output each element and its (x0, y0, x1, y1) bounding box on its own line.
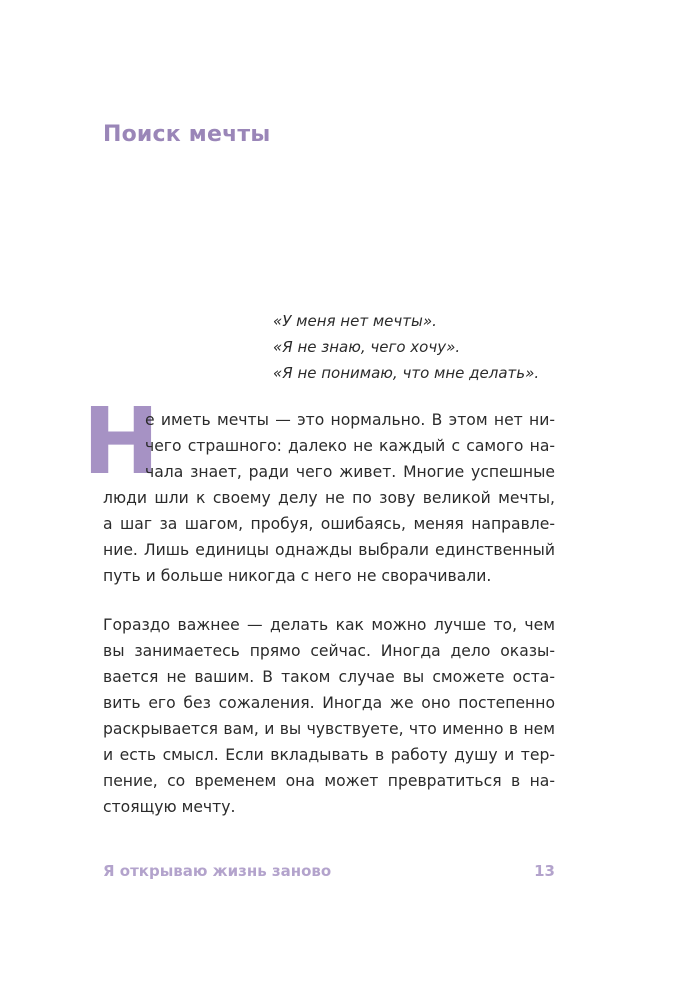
paragraph-1 (82, 388, 555, 589)
text-line: стоящую мечту. (103, 798, 236, 816)
text-line: а шаг за шагом, пробуя, ошибаясь, меняя направле- (103, 515, 555, 533)
text-line: пение, со временем она может превратиться в на- (103, 772, 555, 790)
text-line: люди шли к своему делу не по зову великой мечты, (103, 489, 555, 507)
paragraph-2 (103, 612, 555, 820)
text-line: чего страшного: далеко не каждый с самого на- (145, 437, 555, 455)
text-line: чала знает, ради чего живет. Многие успешные (145, 463, 555, 481)
text-line: путь и больше никогда с него не сворачивали. (103, 567, 492, 585)
page-number: 13 (534, 862, 555, 880)
text-line: Гораздо важнее — делать как можно лучше то, чем (103, 616, 555, 634)
epigraph (273, 308, 539, 386)
text-line: вается не вашим. В таком случае вы сможете оста- (103, 668, 555, 686)
text-line: е иметь мечты — это нормально. В этом нет ни- (145, 411, 555, 429)
epigraph-line: «Я не понимаю, что мне делать». (273, 364, 540, 382)
epigraph-line: «У меня нет мечты». (273, 312, 437, 330)
epigraph-line: «Я не знаю, чего хочу». (273, 338, 461, 356)
text-line: и есть смысл. Если вкладывать в работу душу и тер- (103, 746, 555, 764)
text-line: раскрывается вам, и вы чувствуете, что именно в нем (103, 720, 555, 738)
text-line: вить его без сожаления. Иногда же оно постепенно (103, 694, 555, 712)
text-line: ние. Лишь единицы однажды выбрали единственный (103, 541, 555, 559)
text-line: вы занимаетесь прямо сейчас. Иногда дело оказы- (103, 642, 555, 660)
page-title: Поиск мечты (103, 122, 271, 147)
drop-cap: Н (82, 388, 160, 495)
running-footer-book-title: Я открываю жизнь заново (103, 862, 332, 880)
